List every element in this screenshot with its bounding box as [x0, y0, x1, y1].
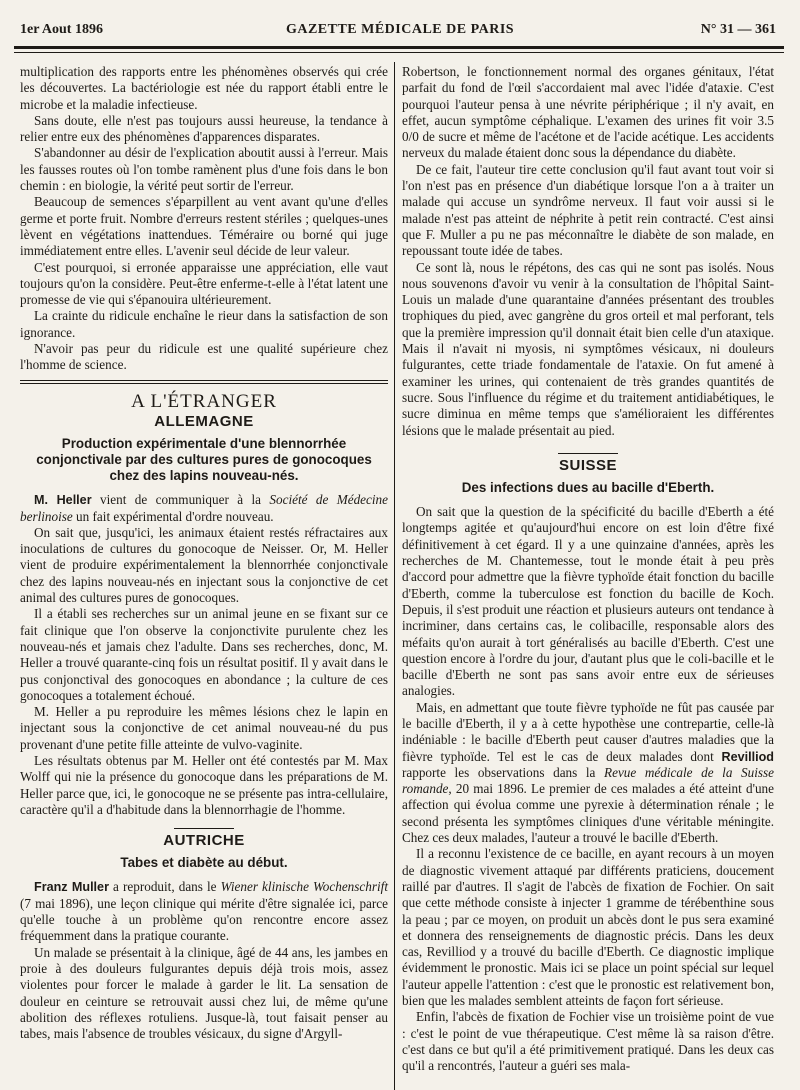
paragraph: Il a reconnu l'existence de ce bacille, en ayant recours à un moyen de diagnostic vivement attaqué par différents praticiens, doucement raillé par d'autres. Il s'agit de l'abcès de fixation de Fochier. On sait que cette méthode consiste à injecter 1 gramme de térébenthine sous la peau ; par ce moyen, on produit un abcès dont le pus sera examiné et donnera des renseignements de diagnostic précis. Dans les deux cas, Revilliod y a trouvé du bacille d'Eberth. Ce diagnostic implique évidemment le pronostic. Mais ici se place un point spécial sur lequel l'auteur appelle l'attention : c'est que le pronostic est relativement bon, bien que les malades semblent atteints de façon fort sérieuse.: [402, 846, 774, 1009]
text-run: a reproduit, dans le: [108, 879, 221, 895]
country-heading-allemagne: ALLEMAGNE: [154, 412, 254, 430]
section-rule-thin: [20, 383, 388, 384]
paragraph: Robertson, le fonctionnement normal des organes génitaux, l'état parfait du fond de l'œil s'accordaient mal avec l'idée d'ataxie. C'est pourquoi l'auteur pensa à une névrite périphérique ; il n'y avait, en effet, aucun symptôme céphalique. L'examen des urines fit voir 3.5 0/0 de sucre et même de l'acétone et de l'acide acétique. Les accidents nerveux du malade étaient donc sous la dépendance du diabète.: [402, 64, 774, 161]
paragraph: Enfin, l'abcès de fixation de Fochier vise un troisième point de vue : c'est le point de vue thérapeutique. C'est même là sa raison d'être. c'est dans ce but qu'il a été primitivement pratiqué. Dans les deux cas qu'il a rencontrés, l'auteur a guéri ses mala-: [402, 1009, 774, 1074]
text-run: rapporte les observations dans la: [402, 764, 605, 780]
text-run: vient de communiquer à la: [91, 492, 270, 508]
country-rule: [174, 828, 234, 829]
paragraph: Un malade se présentait à la clinique, âgé de 44 ans, les jambes en proie à des douleurs fulgurantes depuis déjà trois mois, assez violentes pour forcer le malade à garder le lit. La sensation de douleur en ceinture se retrouvait aussi chez lui, de même qu'une abolition des réflexes rotuliens. Jusque-là, tout faisait penser au tabes, mais l'absence de troubles vésicaux, du signe d'Argyll-: [20, 944, 388, 1042]
section-title: A L'ÉTRANGER: [131, 390, 277, 412]
journal-title: GAZETTE MÉDICALE DE PARIS: [285, 22, 515, 37]
paragraph: On sait que, jusqu'ici, les animaux étaient restés réfractaires aux inoculations de cultures du gonocoque de Neisser. Or, M. Heller vient de produire expérimentalement la blennorrhée conjonctivale chez des lapins nouveau-nés en injectant sous la conjonctive de cet animal des cultures pures de gonocoques.: [20, 524, 388, 606]
page-header: [20, 8, 780, 40]
header-rule-thin: [14, 52, 784, 53]
text-run: (7 mai 1896), une leçon clinique qui mérite d'être signalée ici, parce qu'elle touche à un problème qu'on rencontre encore assez fréquemment dans la pratique courante.: [20, 895, 388, 944]
paragraph: Les résultats obtenus par M. Heller ont été contestés par M. Max Wolff qui nie la présence du gonocoque dans les préparations de M. Heller parce que, ici, le gonocoque ne se présente pas intra-cellulaire, caractère qu'il a d'habitude dans la blennorrhagie de l'homme.: [20, 752, 388, 817]
article-title: Tabes et diabète au début.: [120, 855, 288, 871]
author-name: Franz Muller: [34, 880, 109, 895]
right-column: [402, 64, 774, 1075]
paragraph: [402, 700, 774, 847]
paragraph: S'abandonner au désir de l'explication aboutit aussi à l'erreur. Mais les fausses routes où l'on tombe ramènent plus d'une fois dans le bon chemin : en biologie, la vérité peut sortir de l'erreur.: [20, 145, 388, 194]
paragraph: Sans doute, elle n'est pas toujours aussi heureuse, la tendance à relier entre eux des phénomènes d'apparences disparates.: [20, 112, 388, 145]
paragraph: Beaucoup de semences s'éparpillent au vent avant qu'une d'elles germe et porte fruit. Nombre d'erreurs restent stériles ; quelques-unes lèvent en végétations inattendues. Téméraire ou borné qui juge immédiatement entre elles. L'avenir seul décide de leur valeur.: [20, 194, 388, 259]
header-rule-thick: [14, 46, 784, 49]
paragraph: C'est pourquoi, si erronée apparaisse une appréciation, elle vaut toujours qu'on la considère. Peut-être enferme-t-elle à l'état latent une promesse de vie qui s'épanouira ultérieurement.: [20, 259, 388, 308]
issue-date: 1er Aout 1896: [20, 22, 103, 37]
paragraph: Ce sont là, nous le répétons, des cas qui ne sont pas isolés. Nous nous souvenons d'avoir vu venir à la consultation de l'hôpital Saint-Louis un malade d'une quarantaine d'années présentant des troubles trophiques du pied, avec gangrène du gros orteil et mal perforant, tels que la première impression qu'il donnait était bien celle d'un ataxique. Mais il n'avait ni myosis, ni symptômes vésicaux, ni douleurs fulgurantes, cette triade fondamentale de l'ataxie. On fut amené à examiner les urines, qui contenaient de très grandes quantités de sucre. Sous l'influence du régime et du traitement antidiabétiques, le sucre diminua en même temps que s'amélioraient les différentes lésions que le malade présentait au pied.: [402, 259, 774, 438]
author-name: Revilliod: [721, 749, 774, 764]
journal-name: Wiener klinische Wochenschrift: [220, 879, 388, 895]
left-column: [20, 64, 388, 1042]
paragraph: [20, 492, 388, 525]
section-rule: [20, 380, 388, 381]
article-title: Des infections dues au bacille d'Eberth.: [461, 480, 715, 496]
country-heading-autriche: AUTRICHE: [163, 832, 245, 850]
paragraph: M. Heller a pu reproduire les mêmes lésions chez le lapin en injectant sous la conjonctive de cet animal nouveau-né du pus provenant d'une petite fille atteinte de vulvo-vaginite.: [20, 704, 388, 752]
country-rule: [558, 453, 618, 454]
article-title: Production expérimentale d'une blennorrhée conjonctivale par des cultures pures de gonocoques chez des lapins nouveau-nés.: [36, 436, 372, 484]
author-name: M. Heller: [34, 493, 92, 508]
paragraph: Il a établi ses recherches sur un animal jeune en se fixant sur ce fait clinique que l'on observe la conjonctivite purulente chez les nouveau-nés et jamais chez l'adulte. Dans ses recherches, donc, M. Heller a trouvé quarante-cinq fois un résultat positif. Il y avait dans le pus conjonctival des gonocoques en abondance ; la culture de ces gonocoques a totalement échoué.: [20, 606, 388, 703]
paragraph: On sait que la question de la spécificité du bacille d'Eberth a été longtemps agitée et qu'aujourd'hui encore on est loin d'être fixé définitivement à cet égard. Il y a une quinzaine d'années, après les recherches de M. Chantemesse, tout le monde était à peu près d'accord pour admettre que la fièvre typhoïde était fonction du bacille d'Eberth, comme la tuberculose est fonction du bacille de Koch. Depuis, il s'est produit une réaction et plusieurs auteurs ont tendance à incriminer, dans certains cas, le colibacille, responsable alors des méfaits qu'on aurait à tort généralisés au bacille d'Eberth. C'est une question encore à l'ordre du jour, d'autant plus que le coli-bacille et le bacille d'Eberth ne sont pas sans avoir entre eux de sérieuses analogies.: [402, 504, 774, 699]
page-number: N° 31 — 361: [700, 22, 776, 37]
country-heading-suisse: SUISSE: [558, 456, 618, 474]
text-run: un fait expérimental d'ordre nouveau.: [72, 508, 274, 524]
text-run: Mais, en admettant que toute fièvre typhoïde ne fût pas causée par le bacille d'Eberth, il y a à cette hypothèse une contrepartie, celle-là indéniable : le bacille d'Eberth peut causer d'autres maladies que la fièvre typhoïde. Tel est le cas de deux malades dont: [402, 699, 774, 764]
paragraph: multiplication des rapports entre les phénomènes observés qui crée les découvertes. La bactériologie est née du rapport établi entre le microbe et la maladie infectieuse.: [20, 64, 388, 112]
text-run: , 20 mai 1896. Le premier de ces malades a été atteint d'une affection qui évolua comme une pyrexie à détermination rénale ; le second présenta les symptômes cliniques d'une véritable méningite. Chez ces deux malades, l'auteur a trouvé le bacille d'Eberth.: [402, 781, 774, 846]
journal-name: Revue médicale de la Suisse romande: [402, 764, 775, 797]
paragraph: De ce fait, l'auteur tire cette conclusion qu'il faut avant tout voir si l'on n'est pas en présence d'un diabétique lorsque l'on a à traiter un malade qui accuse un syndrôme nerveux. Il faut voir aussi si le malade n'est pas atteint de néphrite à petit rein contracté. C'est ainsi que F. Muller a pu ne pas méconnaître le diabète de son malade, en repoussant toute idée de tabes.: [402, 161, 774, 259]
paragraph: [20, 879, 388, 944]
column-divider: [394, 62, 395, 1090]
paragraph: La crainte du ridicule enchaîne le rieur dans la satisfaction de son ignorance.: [20, 308, 388, 340]
paragraph: N'avoir pas peur du ridicule est une qualité supérieure chez l'homme de science.: [20, 341, 388, 373]
journal-name: Société de Médecine berlinoise: [20, 492, 388, 524]
